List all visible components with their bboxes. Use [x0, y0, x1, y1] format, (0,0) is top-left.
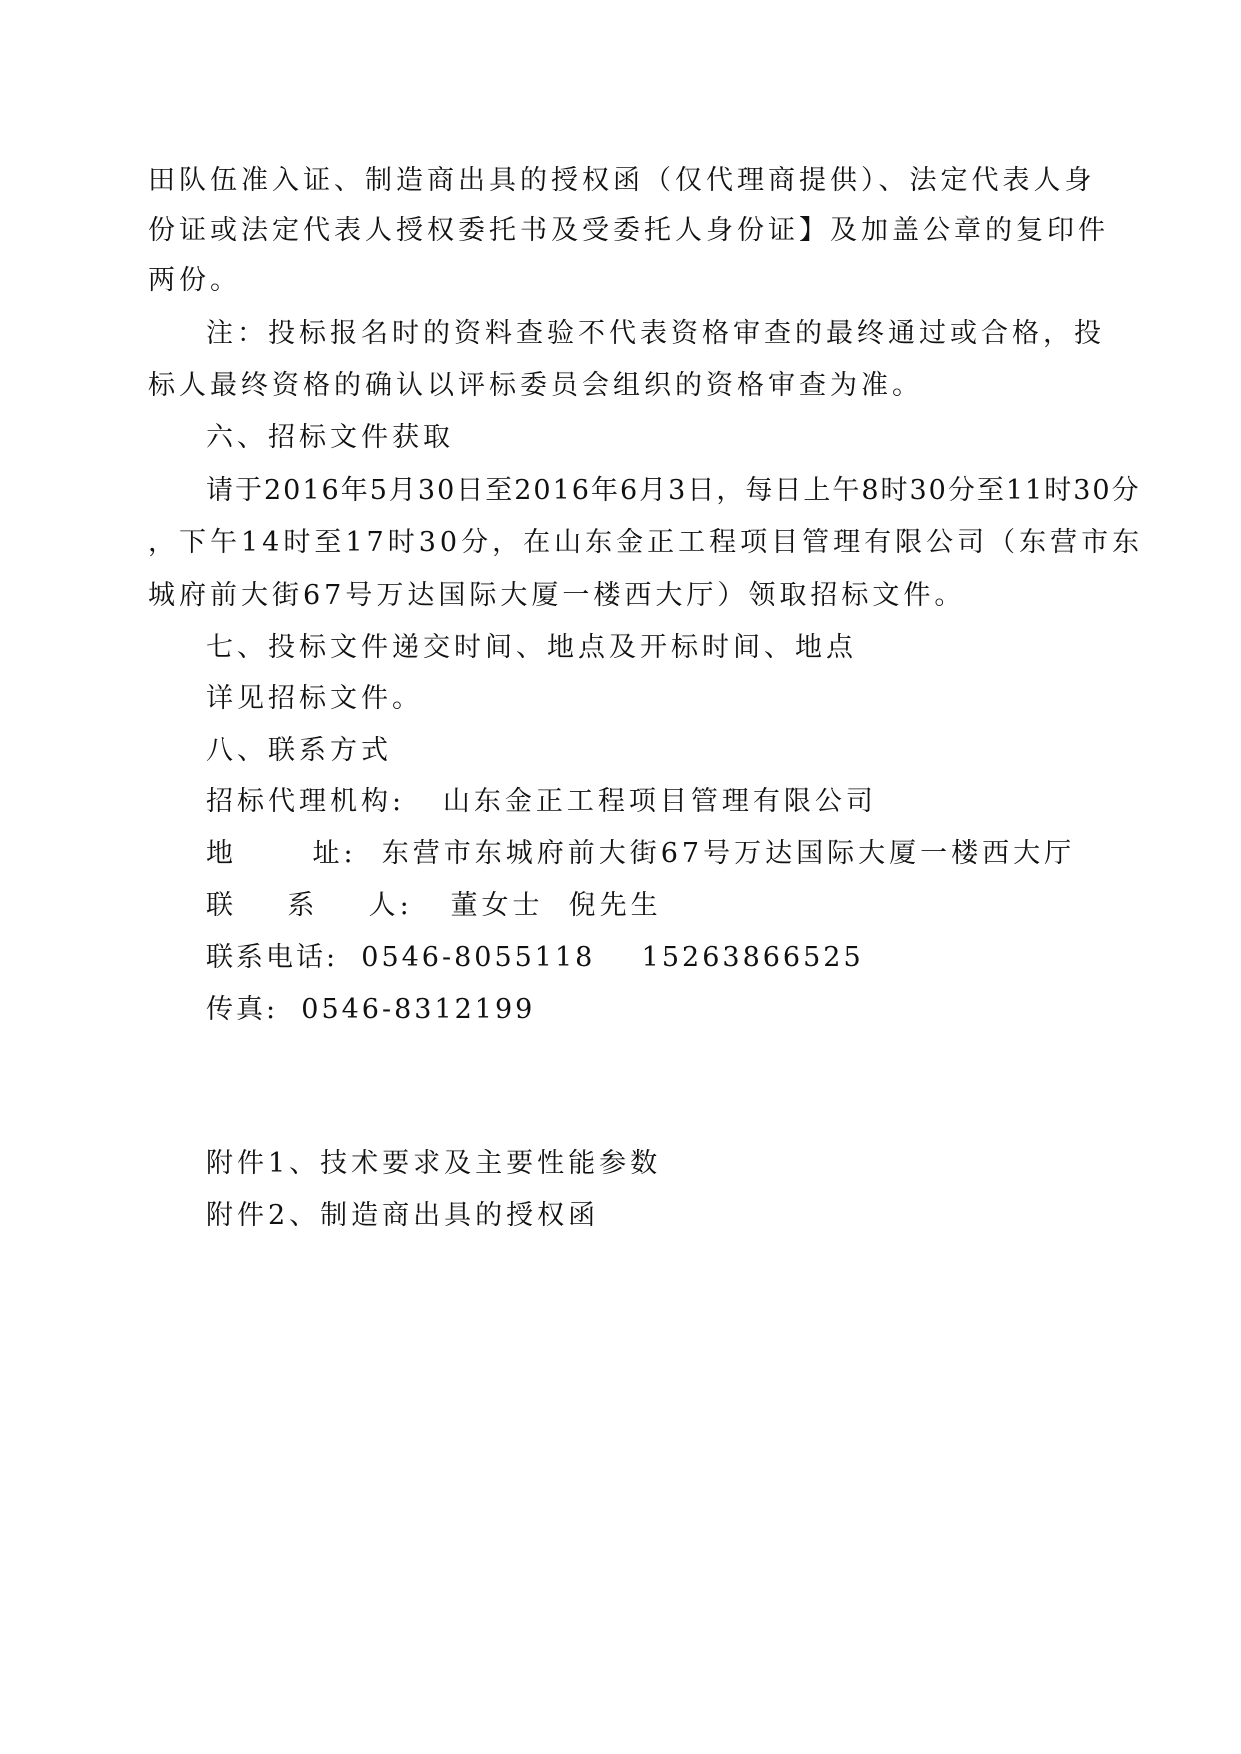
contact-fax: 传真: 0546-8312199 — [206, 994, 536, 1025]
paragraph-line: 份证或法定代表人授权委托书及受委托人身份证】及加盖公章的复印件 — [148, 215, 1109, 246]
paragraph-line: ，下午14时至17时30分，在山东金正工程项目管理有限公司（东营市东 — [148, 527, 1144, 558]
paragraph-line: 请于2016年5月30日至2016年6月3日，每日上午8时30分至11时30分 — [206, 475, 1141, 506]
paragraph-line: 详见招标文件。 — [206, 683, 423, 714]
contact-address: 地 址: 东营市东城府前大街67号万达国际大厦一楼西大厅 — [206, 838, 1076, 869]
attachment-2: 附件2、制造商出具的授权函 — [206, 1200, 600, 1231]
contact-phone: 联系电话: 0546-8055118 15263866525 — [206, 942, 864, 973]
paragraph-line: 城府前大街67号万达国际大厦一楼西大厅）领取招标文件。 — [148, 580, 966, 611]
section-6-title: 六、招标文件获取 — [206, 422, 454, 453]
paragraph-line: 田队伍准入证、制造商出具的授权函（仅代理商提供）、法定代表人身 — [148, 165, 1096, 196]
contact-agency: 招标代理机构: 山东金正工程项目管理有限公司 — [206, 786, 877, 817]
section-7-title: 七、投标文件递交时间、地点及开标时间、地点 — [206, 632, 857, 663]
note-line: 标人最终资格的确认以评标委员会组织的资格审查为准。 — [148, 370, 923, 401]
section-8-title: 八、联系方式 — [206, 735, 392, 766]
attachment-1: 附件1、技术要求及主要性能参数 — [206, 1148, 662, 1179]
note-line: 注：投标报名时的资料查验不代表资格审查的最终通过或合格，投 — [206, 318, 1105, 349]
contact-person: 联 系 人: 董女士 倪先生 — [206, 890, 662, 921]
paragraph-line: 两份。 — [148, 265, 241, 296]
